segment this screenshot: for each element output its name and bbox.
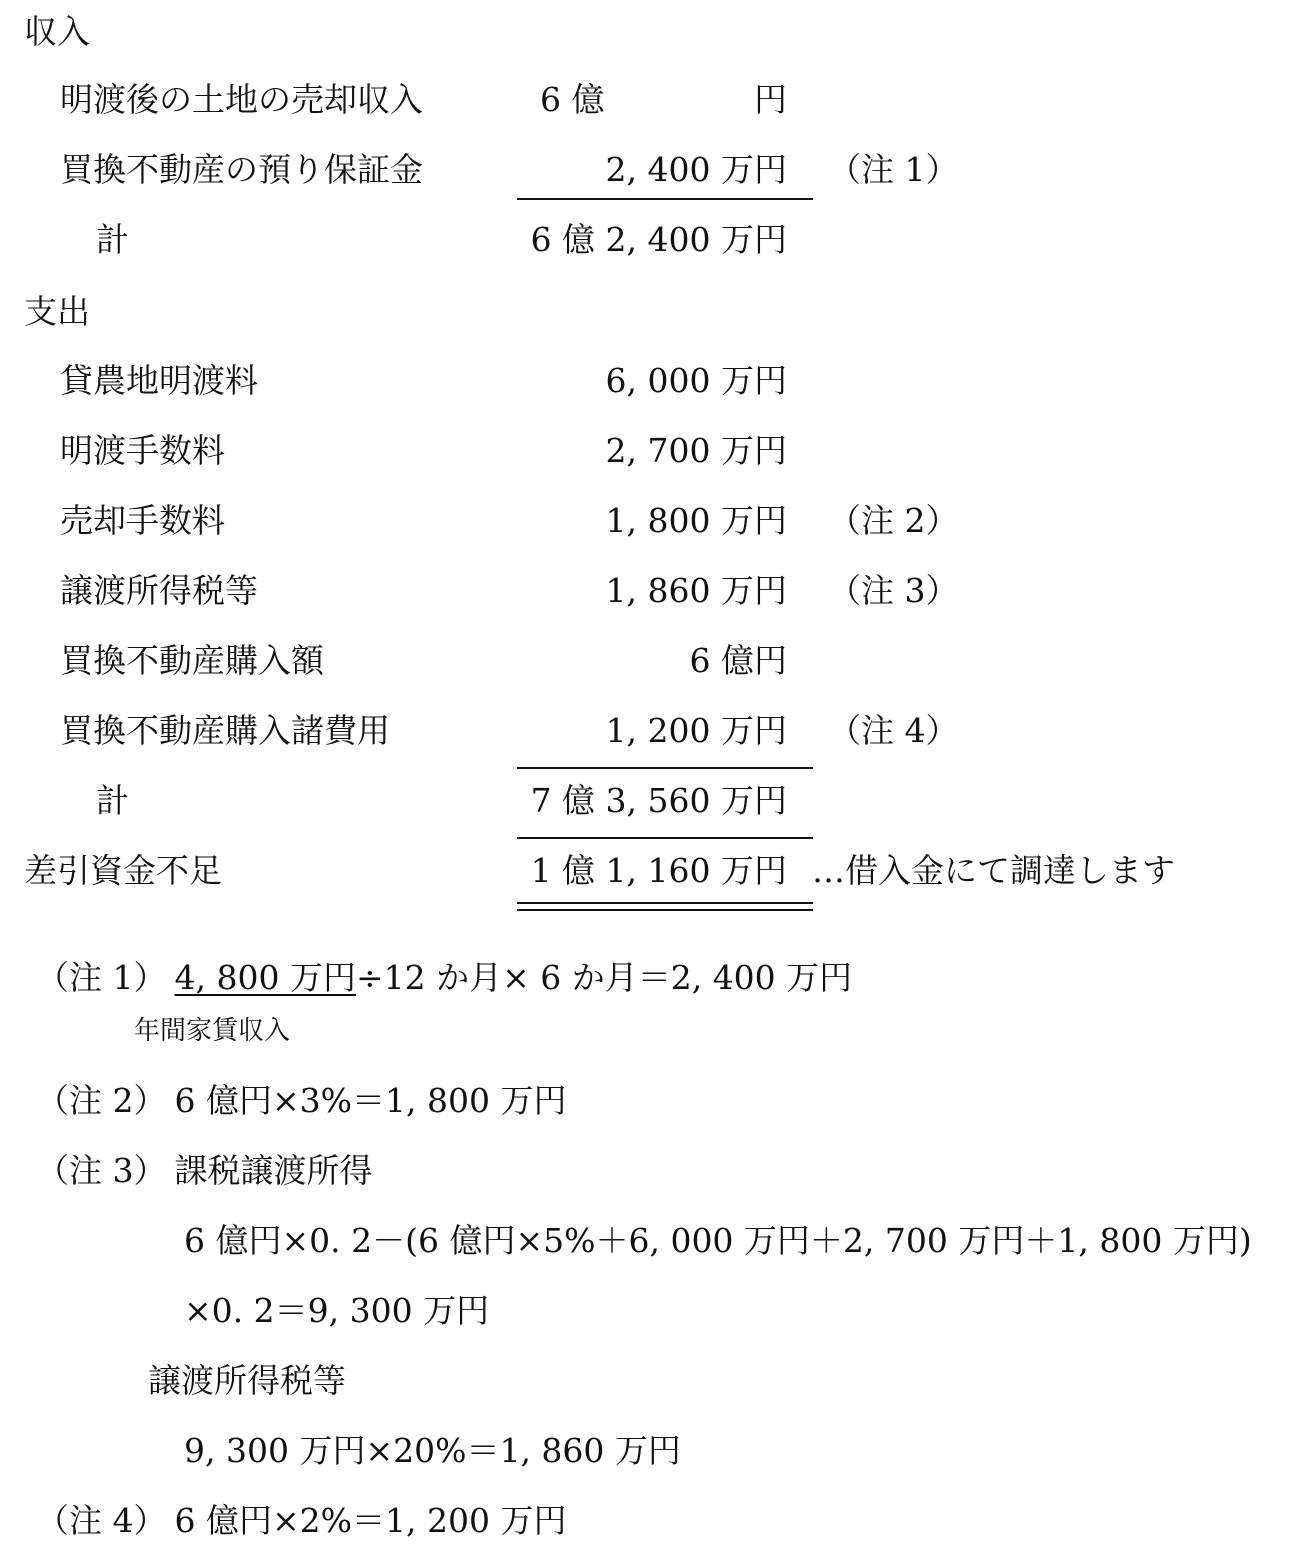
shortfall-label: 差引資金不足: [24, 851, 222, 890]
expense-item-amount: 1, 860 万円: [605, 571, 787, 610]
expense-item-label: 明渡手数料: [60, 431, 225, 470]
note2-line: [36, 1081, 566, 1121]
income-total-label: 計: [96, 220, 129, 259]
note2-tag: （注 2）: [36, 1081, 167, 1120]
shortfall-amount: 1 億 1, 160 万円: [530, 851, 787, 890]
expense-item-amount: 6 億円: [689, 641, 787, 680]
expense-item-note: （注 2）: [828, 501, 959, 540]
expense-item-label: 譲渡所得税等: [60, 571, 258, 610]
note3-line: [36, 1151, 373, 1191]
income-item-deposit-label: 買換不動産の預り保証金: [60, 150, 423, 189]
expense-heading: 支出: [24, 292, 90, 331]
note3-formula-line3: 9, 300 万円×20%＝1, 860 万円: [184, 1431, 681, 1470]
expense-item-amount: 2, 700 万円: [605, 431, 787, 470]
expense-item-amount: 1, 800 万円: [605, 501, 787, 540]
note2-formula: 6 億円×3%＝1, 800 万円: [174, 1081, 567, 1120]
expense-item-label: 買換不動産購入額: [60, 641, 324, 680]
income-item-land-sale-amount-oku: 6 億: [540, 80, 605, 119]
income-item-deposit-note: （注 1）: [828, 150, 959, 189]
shortfall-double-rule: [517, 902, 813, 911]
note4-formula: 6 億円×2%＝1, 200 万円: [174, 1501, 567, 1540]
note4-line: [36, 1501, 566, 1541]
expense-item-label: 買換不動産購入諸費用: [60, 711, 390, 750]
income-item-land-sale-label: 明渡後の土地の売却収入: [60, 80, 423, 119]
expense-total-label: 計: [96, 781, 129, 820]
note3-title: 課税譲渡所得: [174, 1151, 373, 1190]
income-total-amount: 6 億 2, 400 万円: [530, 220, 787, 259]
expense-item-amount: 6, 000 万円: [605, 361, 787, 400]
expense-total-amount: 7 億 3, 560 万円: [530, 781, 787, 820]
note1-line: [36, 958, 852, 998]
expense-subtotal-rule: [517, 767, 813, 769]
shortfall-comment: …借入金にて調達します: [812, 851, 1175, 890]
note4-tag: （注 4）: [36, 1501, 167, 1540]
note1-tag: （注 1）: [36, 958, 167, 997]
note1-annual-rent: 4, 800 万円: [174, 958, 356, 997]
expense-item-note: （注 4）: [828, 711, 959, 750]
income-item-land-sale-amount-yen: 円: [754, 80, 787, 119]
income-subtotal-rule: [517, 198, 813, 200]
expense-item-label: 貸農地明渡料: [60, 361, 258, 400]
expense-total-rule: [517, 837, 813, 839]
income-heading: 収入: [24, 12, 90, 51]
note3-subtitle: 譲渡所得税等: [148, 1361, 346, 1400]
income-item-deposit-amount: 2, 400 万円: [605, 150, 787, 189]
expense-item-note: （注 3）: [828, 571, 959, 610]
expense-item-amount: 1, 200 万円: [605, 711, 787, 750]
note3-tag: （注 3）: [36, 1151, 167, 1190]
expense-item-label: 売却手数料: [60, 501, 225, 540]
note1-formula: ÷12 か月× 6 か月＝2, 400 万円: [355, 958, 853, 997]
note1-caption: 年間家賃収入: [134, 1016, 291, 1046]
note3-formula-line1: 6 億円×0. 2－(6 億円×5%＋6, 000 万円＋2, 700 万円＋1, 800 万円): [184, 1221, 1252, 1260]
note3-formula-line2: ×0. 2＝9, 300 万円: [184, 1291, 490, 1330]
